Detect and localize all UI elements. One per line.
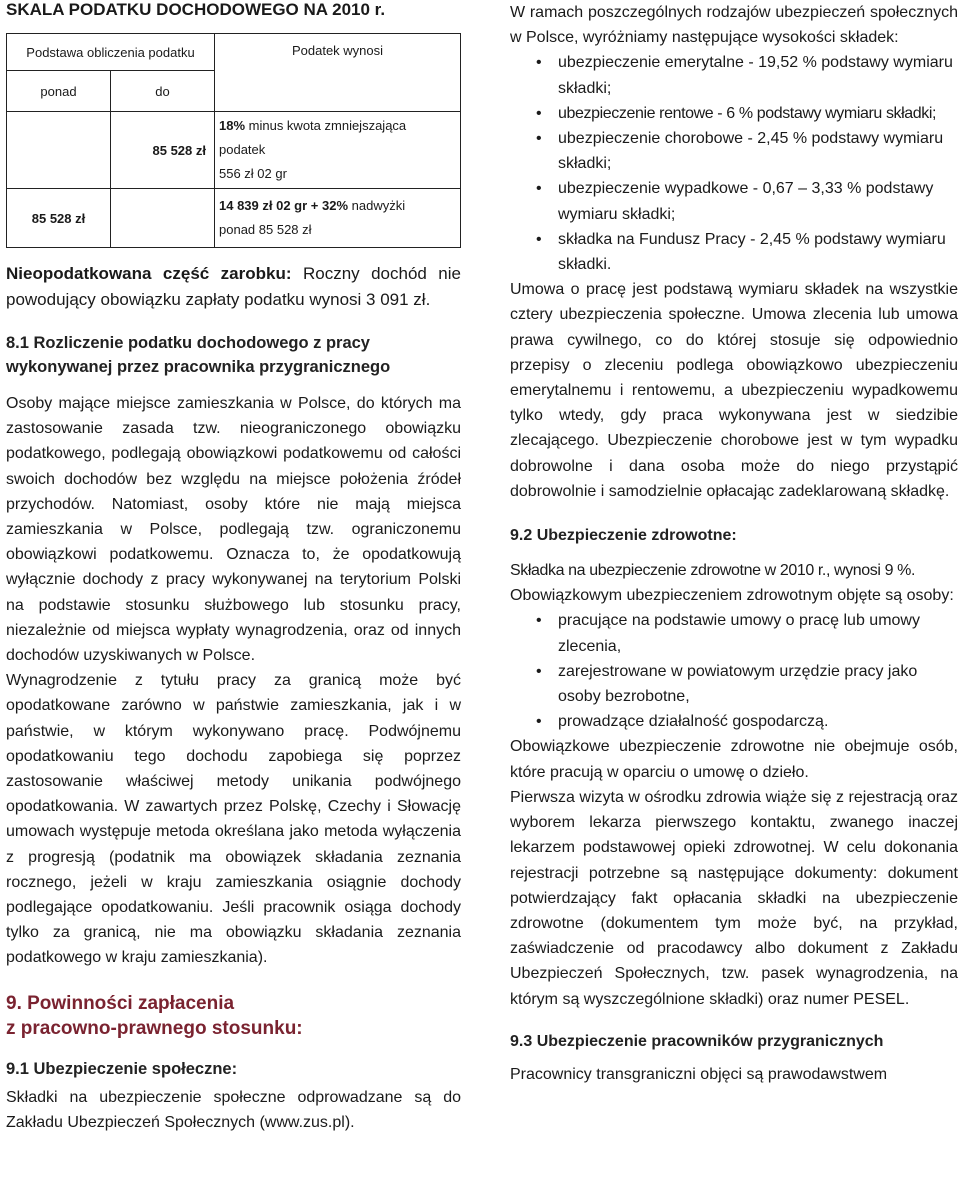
- section-8-1-paragraph-2: Wynagrodzenie z tytułu pracy za granicą może być opodatkowane zarówno w państwie zamieszkania, jak i w państwie, w którym wykonywano pracę. Podwójnemu opodatkowaniu tego dochodu zapobiega się poprzez zastosowanie właściwej metody unikania podwójnego opodatkowania. W zawartych przez Polskę, Czechy i Słowację umowach występuje metoda określana jako metoda wyłączenia z progresją (podatnik ma obowiązek składania zeznania rocznego, jeżeli w kraju zamieszkania osiągnie dochody podlegające opodatkowaniu. Jeśli pracownik osiąga dochody tylko za granicą, nie ma obowiązku składania zeznania podatkowego w kraju zamieszkania).: [6, 672, 461, 967]
- health-rate: Składka na ubezpieczenie zdrowotne w 2010 r., wynosi 9 %.: [510, 562, 916, 580]
- row2-tax-cell: [215, 189, 461, 248]
- section-9-3-paragraph: Pracownicy transgraniczni objęci są prawodawstwem: [510, 1065, 888, 1083]
- row2-tax-base: 14 839 zł 02 gr + 32%: [219, 198, 349, 213]
- header-to: do: [111, 71, 215, 112]
- section-9-1-paragraph: Składki na ubezpieczenie społeczne odprowadzane są do Zakładu Ubezpieczeń Społecznych (www.zus.pl).: [6, 1088, 461, 1131]
- header-basis: Podstawa obliczenia podatku: [7, 34, 215, 71]
- section-8-1-heading: 8.1 Rozliczenie podatku dochodowego z pracy wykonywanej przez pracownika przygranicznego: [6, 334, 391, 376]
- health-first-visit: Pierwsza wizyta w ośrodku zdrowia wiąże się z rejestracją oraz wyborem lekarza pierwszego kontaktu, zwanego inaczej lekarzem podstawowej opieki zdrowotnej. W celu dokonania rejestracji potrzebne są następujące dokumenty: dokument potwierdzający fakt opłacania składki na ubezpieczenie zdrowotne (dokumentem tym może być, na przykład, zaświadczenie od pracodawcy albo dokument z Zakładu Ubezpieczeń Społecznych, tzw. pasek wynagrodzenia, na którym są wyszczególnione składki) oraz numer PESEL.: [510, 788, 958, 1008]
- right-column: [510, 0, 958, 1087]
- list-item: • prowadzące działalność gospodarczą.: [510, 709, 958, 734]
- list-item: • składka na Fundusz Pracy - 2,45 % podstawy wymiaru składki.: [510, 227, 958, 277]
- untaxed-label: Nieopodatkowana część zarobku:: [6, 264, 292, 283]
- row1-to: 85 528 zł: [111, 112, 215, 189]
- contributions-list: [510, 50, 958, 277]
- section-9-heading-line2: z pracowno-prawnego stosunku:: [6, 1017, 303, 1039]
- row2-tax-text: nadwyżki: [348, 198, 406, 213]
- health-exclusion: Obowiązkowe ubezpieczenie zdrowotne nie obejmuje osób, które pracują w oparciu o umowę o dzieło.: [510, 738, 958, 781]
- row2-over: 85 528 zł: [7, 189, 111, 248]
- list-item: • ubezpieczenie chorobowe - 2,45 % podstawy wymiaru składki;: [510, 126, 958, 176]
- section-9-1-heading: 9.1 Ubezpieczenie społeczne:: [6, 1059, 238, 1078]
- section-9-3-heading: 9.3 Ubezpieczenie pracowników przygranicznych: [510, 1032, 884, 1050]
- row1-tax-cell: [215, 112, 461, 189]
- row1-tax-text: minus kwota zmniejszająca podatek: [219, 118, 407, 157]
- health-list: [510, 608, 958, 734]
- section-9-2-heading: 9.2 Ubezpieczenie zdrowotne:: [510, 527, 737, 545]
- row1-over-cell: [7, 112, 111, 189]
- health-obligatory: Obowiązkowym ubezpieczeniem zdrowotnym objęte są osoby:: [510, 587, 954, 605]
- row2-tax-threshold: ponad 85 528 zł: [219, 222, 312, 237]
- list-item: • pracujące na podstawie umowy o pracę lub umowy zlecenia,: [510, 608, 958, 658]
- untaxed-text: Roczny dochód nie powodujący obowiązku zapłaty podatku wynosi 3 091 zł.: [6, 264, 461, 309]
- list-item: • ubezpieczenie emerytalne - 19,52 % podstawy wymiaru składki;: [510, 50, 958, 100]
- list-item: • zarejestrowane w powiatowym urzędzie pracy jako osoby bezrobotne,: [510, 659, 958, 709]
- contributions-intro: W ramach poszczególnych rodzajów ubezpieczeń społecznych w Polsce, wyróżniamy następujące wysokości składek:: [510, 4, 958, 47]
- row1-tax-amount: 556 zł 02 gr: [219, 166, 287, 181]
- row1-rate: 18%: [219, 118, 246, 133]
- left-column: [6, 0, 461, 1135]
- tax-scale-title: SKALA PODATKU DOCHODOWEGO NA 2010 r.: [6, 0, 386, 19]
- untaxed-paragraph: [6, 261, 461, 313]
- tax-scale-table: [6, 33, 461, 248]
- row2-to-cell: [111, 189, 215, 248]
- section-9-heading-line1: 9. Powinności zapłacenia: [6, 992, 235, 1014]
- section-8-1-paragraph-1: Osoby mające miejsce zamieszkania w Polsce, do których ma zastosowanie zasada tzw. nieograniczonego obowiązku podatkowego, podlegają obowiązkowi podatkowemu od całości swoich dochodów bez względu na miejsce położenia źródeł przychodów. Natomiast, osoby które nie mają miejsca zamieszkania w Polsce, podlegają tzw. ograniczonemu obowiązkowi podatkowemu. Oznacza to, że opodatkowują wyłącznie dochody z pracy wykonywanej na terytorium Polski na podstawie stosunku służbowego lub stosunku pracy, niezależnie od miejsca wypłaty wynagrodzenia, oraz od innych dochodów uzyskiwanych w Polsce.: [6, 395, 461, 665]
- header-tax: Podatek wynosi: [215, 34, 461, 112]
- list-item: • ubezpieczenie wypadkowe - 0,67 – 3,33 % podstawy wymiaru składki;: [510, 176, 958, 226]
- contract-paragraph: Umowa o pracę jest podstawą wymiaru składek na wszystkie cztery ubezpieczenia społeczne. Umowa zlecenia lub umowa prawa cywilnego, co do której stosuje się odpowiednio przepisy o zleceniu podlega obowiązkowo ubezpieczeniu emerytalnemu i rentowemu, a ubezpieczeniu wypadkowemu tylko wtedy, gdy praca wykonywana jest w siedzibie zlecającego. Ubezpieczenie chorobowe jest w tym wypadku dobrowolne i dana osoba może do niego przystąpić dobrowolnie i samodzielnie opłacając zadeklarowaną składkę.: [510, 281, 958, 500]
- section-9-heading: [6, 991, 461, 1041]
- header-over: ponad: [7, 71, 111, 112]
- list-item: • ubezpieczenie rentowe - 6 % podstawy wymiaru składki;: [510, 101, 958, 126]
